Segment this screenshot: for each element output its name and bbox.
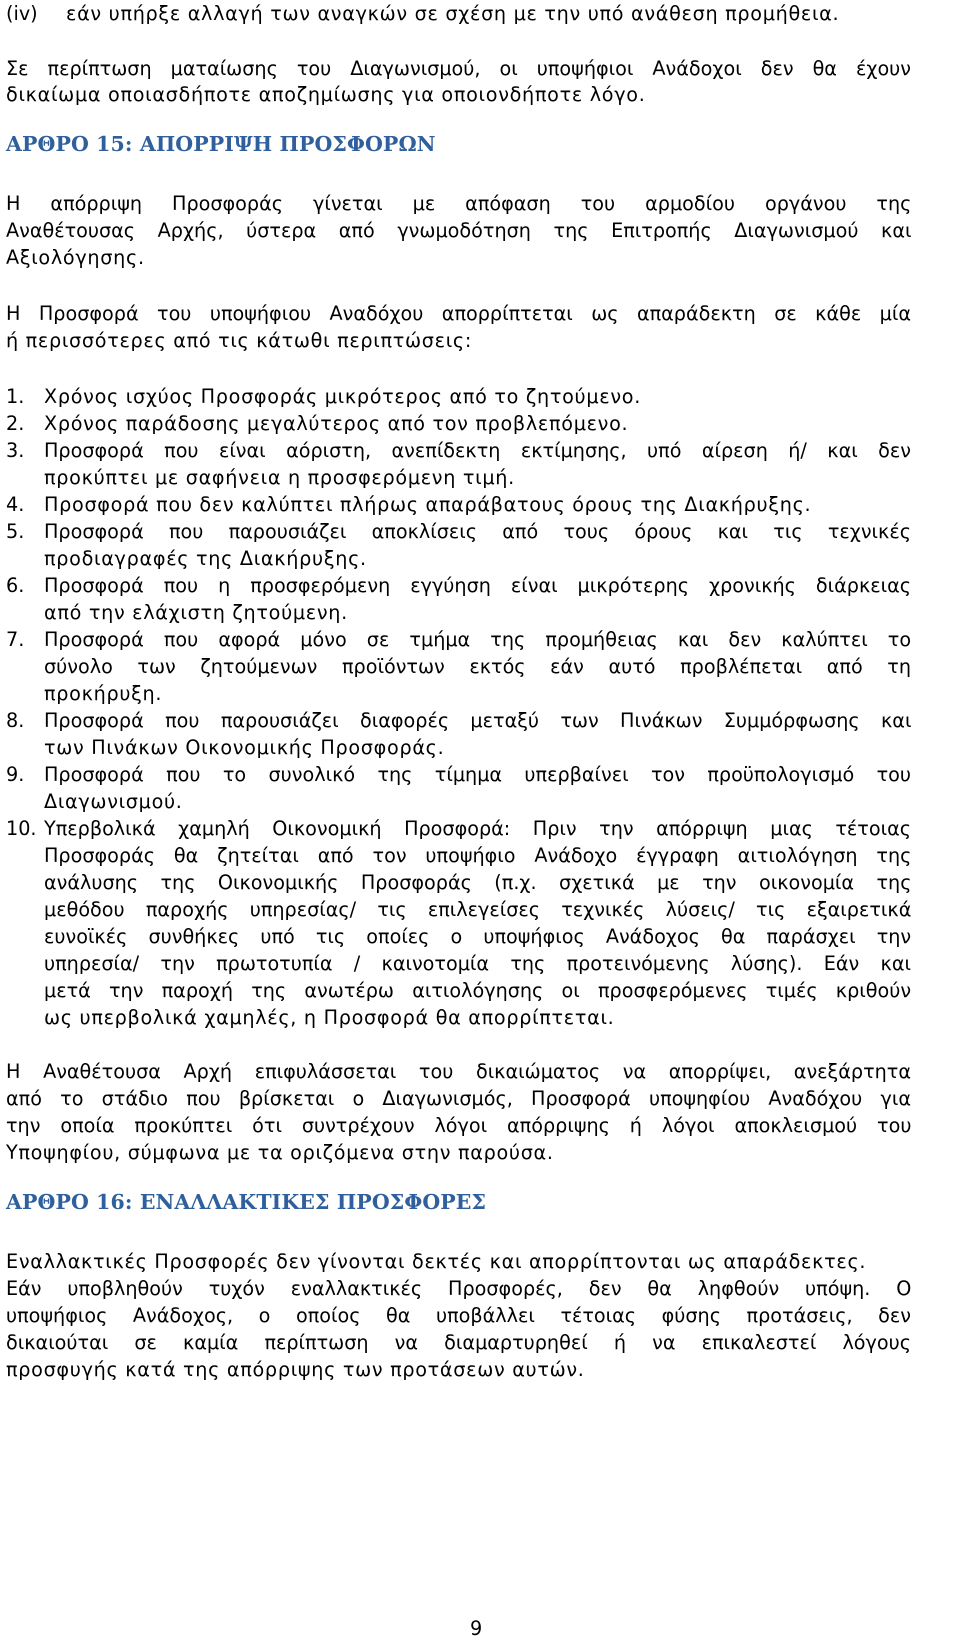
paragraph-line: δικαιούται σε καμία περίπτωση να διαμαρτυρηθεί ή να επικαλεστεί λόγους bbox=[6, 1331, 911, 1354]
paragraph-line: Εναλλακτικές Προσφορές δεν γίνονται δεκτές και απορρίπτονται ως απαράδεκτες. bbox=[6, 1250, 867, 1273]
article-16-heading: ΑΡΘΡΟ 16: ΕΝΑΛΛΑΚΤΙΚΕΣ ΠΡΟΣΦΟΡΕΣ bbox=[6, 1190, 487, 1214]
list-item-text: Προσφοράς θα ζητείται από τον υποψήφιο Ανάδοχο έγγραφη αιτιολόγηση της bbox=[44, 844, 911, 867]
list-item-text: ανάλυσης της Οικονομικής Προσφοράς (π.χ. σχετικά με την οικονομία της bbox=[44, 871, 911, 894]
list-item-text: μεθόδου παροχής υπηρεσίας/ τις επιλεγείσες τεχνικές λύσεις/ τις εξαιρετικά bbox=[44, 898, 911, 921]
paragraph-line: Η Προσφορά του υποψήφιου Αναδόχου απορρίπτεται ως απαράδεκτη σε κάθε μία bbox=[6, 302, 911, 325]
list-item-number: 5. bbox=[6, 520, 25, 543]
article-15-heading: ΑΡΘΡΟ 15: ΑΠΟΡΡΙΨΗ ΠΡΟΣΦΟΡΩΝ bbox=[6, 132, 436, 156]
list-item-text: των Πινάκων Οικονομικής Προσφοράς. bbox=[44, 736, 445, 759]
list-item-text: προδιαγραφές της Διακήρυξης. bbox=[44, 547, 367, 570]
list-item-text: ως υπερβολικά χαμηλές, η Προσφορά θα απορρίπτεται. bbox=[44, 1006, 615, 1029]
list-item-number: 6. bbox=[6, 574, 25, 597]
paragraph-line: ή περισσότερες από τις κάτωθι περιπτώσεις: bbox=[6, 329, 473, 352]
list-item-text: υπηρεσία/ την πρωτοτυπία / καινοτομία της προτεινόμενης λύσης). Εάν και bbox=[44, 952, 911, 975]
paragraph-line: Εάν υποβληθούν τυχόν εναλλακτικές Προσφορές, δεν θα ληφθούν υπόψη. Ο bbox=[6, 1277, 911, 1300]
list-item-number: 4. bbox=[6, 493, 25, 516]
list-item-text: από την ελάχιστη ζητούμενη. bbox=[44, 601, 348, 624]
list-item-number: 7. bbox=[6, 628, 25, 651]
list-item-text: εάν υπήρξε αλλαγή των αναγκών σε σχέση με την υπό ανάθεση προμήθεια. bbox=[66, 2, 840, 25]
list-item-text: Προσφορά που παρουσιάζει αποκλίσεις από τους όρους και τις τεχνικές bbox=[44, 520, 911, 543]
paragraph-line: Αναθέτουσας Αρχής, ύστερα από γνωμοδότηση της Επιτροπής Διαγωνισμού και bbox=[6, 219, 911, 242]
page-number: 9 bbox=[470, 1617, 483, 1640]
list-item-text: Χρόνος ισχύος Προσφοράς μικρότερος από το ζητούμενο. bbox=[44, 385, 641, 408]
list-item-number: 9. bbox=[6, 763, 25, 786]
list-item-text: Προσφορά που δεν καλύπτει πλήρως απαράβατους όρους της Διακήρυξης. bbox=[44, 493, 812, 516]
paragraph-line: Αξιολόγησης. bbox=[6, 246, 145, 269]
list-item-text: Προσφορά που είναι αόριστη, ανεπίδεκτη εκτίμησης, υπό αίρεση ή/ και δεν bbox=[44, 439, 911, 462]
list-item-number: 3. bbox=[6, 439, 25, 462]
list-item-number: 10. bbox=[6, 817, 37, 840]
list-item-number: (iv) bbox=[6, 2, 38, 25]
list-item-number: 1. bbox=[6, 385, 25, 408]
list-item-text: Προσφορά που αφορά μόνο σε τμήμα της προμήθειας και δεν καλύπτει το bbox=[44, 628, 911, 651]
list-item-text: Προσφορά που η προσφερόμενη εγγύηση είναι μικρότερης χρονικής διάρκειας bbox=[44, 574, 911, 597]
paragraph-line: την οποία προκύπτει ότι συντρέχουν λόγοι απόρριψης ή λόγοι αποκλεισμού του bbox=[6, 1114, 911, 1137]
paragraph-line: υποψήφιος Ανάδοχος, ο οποίος θα υποβάλλει τέτοιας φύσης προτάσεις, δεν bbox=[6, 1304, 911, 1327]
paragraph-line: Η απόρριψη Προσφοράς γίνεται με απόφαση του αρμοδίου οργάνου της bbox=[6, 192, 911, 215]
list-item-number: 8. bbox=[6, 709, 25, 732]
list-item-text: ευνοϊκές συνθήκες υπό τις οποίες ο υποψήφιος Ανάδοχος θα παράσχει την bbox=[44, 925, 911, 948]
list-item-text: μετά την παροχή της ανωτέρω αιτιολόγησης οι προσφερόμενες τιμές κριθούν bbox=[44, 979, 911, 1002]
list-item-text: Διαγωνισμού. bbox=[44, 790, 183, 813]
paragraph-line: Υποψηφίου, σύμφωνα με τα οριζόμενα στην παρούσα. bbox=[6, 1141, 554, 1164]
paragraph-line: από το στάδιο που βρίσκεται ο Διαγωνισμός, Προσφορά υποψηφίου Αναδόχου για bbox=[6, 1087, 911, 1110]
paragraph-line: δικαίωμα οποιασδήποτε αποζημίωσης για οποιονδήποτε λόγο. bbox=[6, 83, 646, 106]
list-item-text: Χρόνος παράδοσης μεγαλύτερος από τον προβλεπόμενο. bbox=[44, 412, 629, 435]
list-item-number: 2. bbox=[6, 412, 25, 435]
list-item-text: σύνολο των ζητούμενων προϊόντων εκτός εάν αυτό προβλέπεται από τη bbox=[44, 655, 911, 678]
paragraph-line: Η Αναθέτουσα Αρχή επιφυλάσσεται του δικαιώματος να απορρίψει, ανεξάρτητα bbox=[6, 1060, 911, 1083]
list-item-text: προκύπτει με σαφήνεια η προσφερόμενη τιμή. bbox=[44, 466, 515, 489]
list-item-text: Προσφορά που παρουσιάζει διαφορές μεταξύ των Πινάκων Συμμόρφωσης και bbox=[44, 709, 911, 732]
list-item-text: προκήρυξη. bbox=[44, 682, 163, 705]
list-item-text: Προσφορά που το συνολικό της τίμημα υπερβαίνει τον προϋπολογισμό του bbox=[44, 763, 911, 786]
paragraph-line: Σε περίπτωση ματαίωσης του Διαγωνισμού, οι υποψήφιοι Ανάδοχοι δεν θα έχουν bbox=[6, 57, 911, 80]
list-item-text: Υπερβολικά χαμηλή Οικονομική Προσφορά: Πριν την απόρριψη μιας τέτοιας bbox=[44, 817, 911, 840]
paragraph-line: προσφυγής κατά της απόρριψης των προτάσεων αυτών. bbox=[6, 1358, 585, 1381]
